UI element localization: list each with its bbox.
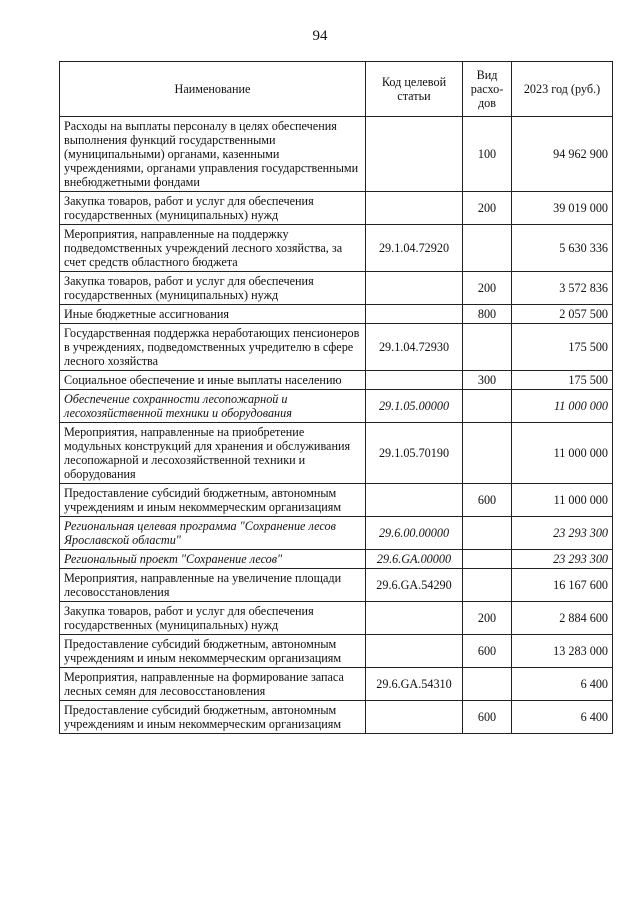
table-row — [60, 635, 613, 668]
row-code — [366, 701, 463, 734]
row-type: 200 — [463, 272, 512, 305]
header-type: Вид расхо-дов — [463, 62, 512, 117]
row-name: Закупка товаров, работ и услуг для обеспечения государственных (муниципальных) нужд — [60, 602, 366, 635]
row-type — [463, 390, 512, 423]
row-name: Социальное обеспечение и иные выплаты населению — [60, 371, 366, 390]
row-amount: 3 572 836 — [512, 272, 613, 305]
row-amount: 2 057 500 — [512, 305, 613, 324]
row-amount: 175 500 — [512, 324, 613, 371]
row-code: 29.6.GA.54290 — [366, 569, 463, 602]
table-row — [60, 602, 613, 635]
row-type: 600 — [463, 701, 512, 734]
row-code — [366, 602, 463, 635]
row-amount: 2 884 600 — [512, 602, 613, 635]
row-name: Расходы на выплаты персоналу в целях обеспечения выполнения функций государственными (муниципальными) органами, казенными учреждениями, органами управления государственными внебюджетными фондами — [60, 117, 366, 192]
row-code: 29.6.00.00000 — [366, 517, 463, 550]
row-name: Мероприятия, направленные на увеличение площади лесовосстановления — [60, 569, 366, 602]
table-header-row — [60, 62, 613, 117]
row-type — [463, 423, 512, 484]
row-name: Региональная целевая программа "Сохранение лесов Ярославской области" — [60, 517, 366, 550]
table-row — [60, 569, 613, 602]
row-amount: 11 000 000 — [512, 390, 613, 423]
row-amount: 23 293 300 — [512, 550, 613, 569]
table-body — [60, 117, 613, 734]
row-code: 29.1.05.00000 — [366, 390, 463, 423]
row-type: 600 — [463, 635, 512, 668]
budget-table — [59, 61, 613, 734]
table-row — [60, 517, 613, 550]
table-row — [60, 423, 613, 484]
row-name: Мероприятия, направленные на формирование запаса лесных семян для лесовосстановления — [60, 668, 366, 701]
row-code: 29.6.GA.54310 — [366, 668, 463, 701]
row-amount: 94 962 900 — [512, 117, 613, 192]
table-row — [60, 324, 613, 371]
row-code — [366, 117, 463, 192]
row-type — [463, 569, 512, 602]
row-type: 300 — [463, 371, 512, 390]
row-name: Предоставление субсидий бюджетным, автономным учреждениям и иным некоммерческим организациям — [60, 635, 366, 668]
table-row — [60, 371, 613, 390]
row-name: Предоставление субсидий бюджетным, автономным учреждениям и иным некоммерческим организациям — [60, 701, 366, 734]
row-type: 200 — [463, 602, 512, 635]
table-row — [60, 192, 613, 225]
row-type: 600 — [463, 484, 512, 517]
table-row — [60, 484, 613, 517]
row-amount: 13 283 000 — [512, 635, 613, 668]
row-type — [463, 550, 512, 569]
row-name: Закупка товаров, работ и услуг для обеспечения государственных (муниципальных) нужд — [60, 272, 366, 305]
table-row — [60, 668, 613, 701]
row-code: 29.6.GA.00000 — [366, 550, 463, 569]
row-amount: 39 019 000 — [512, 192, 613, 225]
row-name: Государственная поддержка неработающих пенсионеров в учреждениях, подведомственных учредителю в сфере лесного хозяйства — [60, 324, 366, 371]
row-code — [366, 635, 463, 668]
table-row — [60, 701, 613, 734]
row-amount: 5 630 336 — [512, 225, 613, 272]
table-row — [60, 117, 613, 192]
row-amount: 23 293 300 — [512, 517, 613, 550]
header-amount: 2023 год (руб.) — [512, 62, 613, 117]
table-row — [60, 550, 613, 569]
row-type: 100 — [463, 117, 512, 192]
row-type: 800 — [463, 305, 512, 324]
row-name: Закупка товаров, работ и услуг для обеспечения государственных (муниципальных) нужд — [60, 192, 366, 225]
row-name: Обеспечение сохранности лесопожарной и лесохозяйственной техники и оборудования — [60, 390, 366, 423]
row-type — [463, 668, 512, 701]
row-code: 29.1.04.72920 — [366, 225, 463, 272]
row-code — [366, 272, 463, 305]
row-code — [366, 192, 463, 225]
row-type — [463, 225, 512, 272]
row-amount: 6 400 — [512, 668, 613, 701]
row-name: Мероприятия, направленные на поддержку подведомственных учреждений лесного хозяйства, за счет средств областного бюджета — [60, 225, 366, 272]
row-name: Предоставление субсидий бюджетным, автономным учреждениям и иным некоммерческим организациям — [60, 484, 366, 517]
row-name: Мероприятия, направленные на приобретение модульных конструкций для хранения и обслуживания лесопожарной и лесохозяйственной техники и оборудования — [60, 423, 366, 484]
page-number: 94 — [312, 28, 328, 44]
row-code — [366, 371, 463, 390]
table-row — [60, 272, 613, 305]
row-amount: 16 167 600 — [512, 569, 613, 602]
header-code: Код целевой статьи — [366, 62, 463, 117]
row-type: 200 — [463, 192, 512, 225]
table-row — [60, 225, 613, 272]
row-code — [366, 484, 463, 517]
row-code: 29.1.05.70190 — [366, 423, 463, 484]
row-name: Иные бюджетные ассигнования — [60, 305, 366, 324]
row-code: 29.1.04.72930 — [366, 324, 463, 371]
row-amount: 11 000 000 — [512, 484, 613, 517]
row-name: Региональный проект "Сохранение лесов" — [60, 550, 366, 569]
row-code — [366, 305, 463, 324]
row-amount: 175 500 — [512, 371, 613, 390]
row-amount: 6 400 — [512, 701, 613, 734]
header-name: Наименование — [60, 62, 366, 117]
row-type — [463, 517, 512, 550]
table-row — [60, 390, 613, 423]
row-amount: 11 000 000 — [512, 423, 613, 484]
table-row — [60, 305, 613, 324]
row-type — [463, 324, 512, 371]
